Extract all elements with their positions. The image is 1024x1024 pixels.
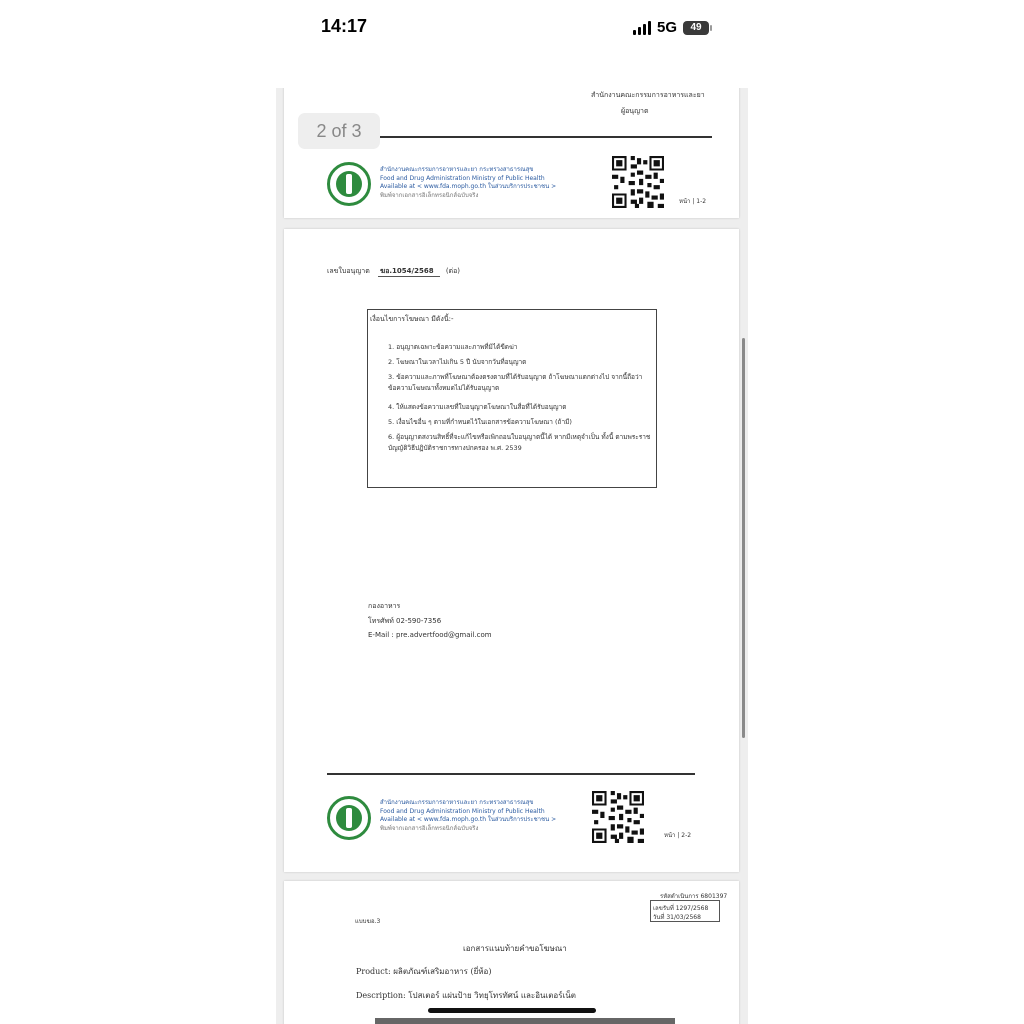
product-row [356,965,491,978]
contact-email: E-Mail : pre.advertfood@gmail.com [368,631,492,639]
condition-item: 5. เงื่อนไขอื่น ๆ ตามที่กำหนดไว้ในเอกสารข้อความโฆษณา (ถ้ามี) [388,418,572,426]
fda-footer [380,799,556,833]
condition-item: 1. อนุญาตเฉพาะข้อความและภาพที่มิได้ขีดฆ่า [388,343,518,351]
fda-footer [380,166,556,200]
fda-footer-en: Food and Drug Administration Ministry of Public Health [380,807,545,815]
reference-number: รหัสดำเนินการ 6801397 [660,893,728,900]
license-number: ฆอ.1054/2568 [378,267,440,277]
description-value: โปสเตอร์ แผ่นป้าย วิทยุโทรทัศน์ และอินเตอร์เน็ต [408,991,576,1000]
fda-footer-en: Food and Drug Administration Ministry of Public Health [380,174,545,182]
scrollbar[interactable] [742,338,745,738]
page-number: หน้า | 2-2 [664,832,692,839]
network-type: 5G [657,19,678,36]
fda-footer-th: สำนักงานคณะกรรมการอาหารและยา กระทรวงสาธารณสุข [380,166,534,173]
description-label: Description: [356,991,406,1000]
description-row [356,989,576,1002]
status-bar [0,0,1024,60]
license-label: เลขใบอนุญาต [327,267,370,275]
condition-item: 6. ผู้อนุญาตสงวนสิทธิ์ที่จะแก้ไขหรือเพิกถอนใบอนุญาตนี้ได้ หากมีเหตุจำเป็น ทั้งนี้ ตามพระราชบัญญัติวิธีปฏิบัติราชการทางปกครอง พ.ศ. 2539 [388,433,651,452]
battery-icon [683,21,709,35]
page-number: หน้า | 1-2 [679,198,707,205]
receipt-date: วันที่ 31/03/2568 [653,914,701,921]
qr-code-icon [612,156,664,208]
pdf-page-2 [284,229,739,872]
conditions-title: เงื่อนไขการโฆษณา มีดังนี้:- [370,315,454,323]
document-viewer[interactable] [276,88,748,1024]
conditions-box [367,309,657,488]
fda-footer-web: Available at < www.fda.moph.go.th ในส่วนบริการประชาชน > [380,183,557,190]
condition-item: 3. ข้อความและภาพที่โฆษณาต้องตรงตามที่ได้รับอนุญาต ถ้าโฆษณาแตกต่างไป จากนี้ถือว่าข้อความโฆษณาทั้งหมดไม่ได้รับอนุญาต [388,373,643,392]
battery-level: 49 [690,21,702,33]
header-authorizer: ผู้อนุญาต [621,107,649,115]
receipt-number: เลขรับที่ 1297/2568 [653,905,709,912]
condition-item: 2. โฆษณาในเวลาไม่เกิน 5 ปี นับจากวันที่อนุญาต [388,358,527,366]
home-indicator[interactable] [428,1008,596,1013]
fda-footer-print: พิมพ์จากเอกสารอิเล็กทรอนิกส์ฉบับจริง [380,824,479,832]
fda-footer-web: Available at < www.fda.moph.go.th ในส่วนบริการประชาชน > [380,816,557,823]
signature-line [372,136,712,138]
fda-footer-print: พิมพ์จากเอกสารอิเล็กทรอนิกส์ฉบับจริง [380,191,479,199]
condition-item: 4. ให้แสดงข้อความเลขที่ใบอนุญาตโฆษณาในสื่อที่ได้รับอนุญาต [388,403,567,411]
cellular-signal-icon [633,21,651,35]
receipt-box [650,900,720,922]
fda-footer-th: สำนักงานคณะกรรมการอาหารและยา กระทรวงสาธารณสุข [380,799,534,806]
header-agency: สำนักงานคณะกรรมการอาหารและยา [591,91,705,99]
document-title: เอกสารแนบท้ายคำขอโฆษณา [463,944,567,953]
product-label: Product: [356,967,391,976]
license-cont: (ต่อ) [445,267,461,275]
fda-logo-icon [327,796,371,840]
license-number-row [327,266,460,277]
advertisement-image [375,1018,675,1024]
contact-phone: โทรศัพท์ 02-590-7356 [368,617,442,625]
product-value: ผลิตภัณฑ์เสริมอาหาร (ยี่ห้อ) [393,967,492,976]
contact-department: กองอาหาร [368,602,401,610]
fda-logo-icon [327,162,371,206]
pdf-page-1 [284,88,739,218]
status-time: 14:17 [321,16,368,36]
page-indicator: 2 of 3 [298,113,380,149]
qr-code-icon [592,791,644,843]
footer-line [327,773,695,775]
status-indicators [633,19,709,36]
form-code: แบบฆอ.3 [355,918,381,925]
